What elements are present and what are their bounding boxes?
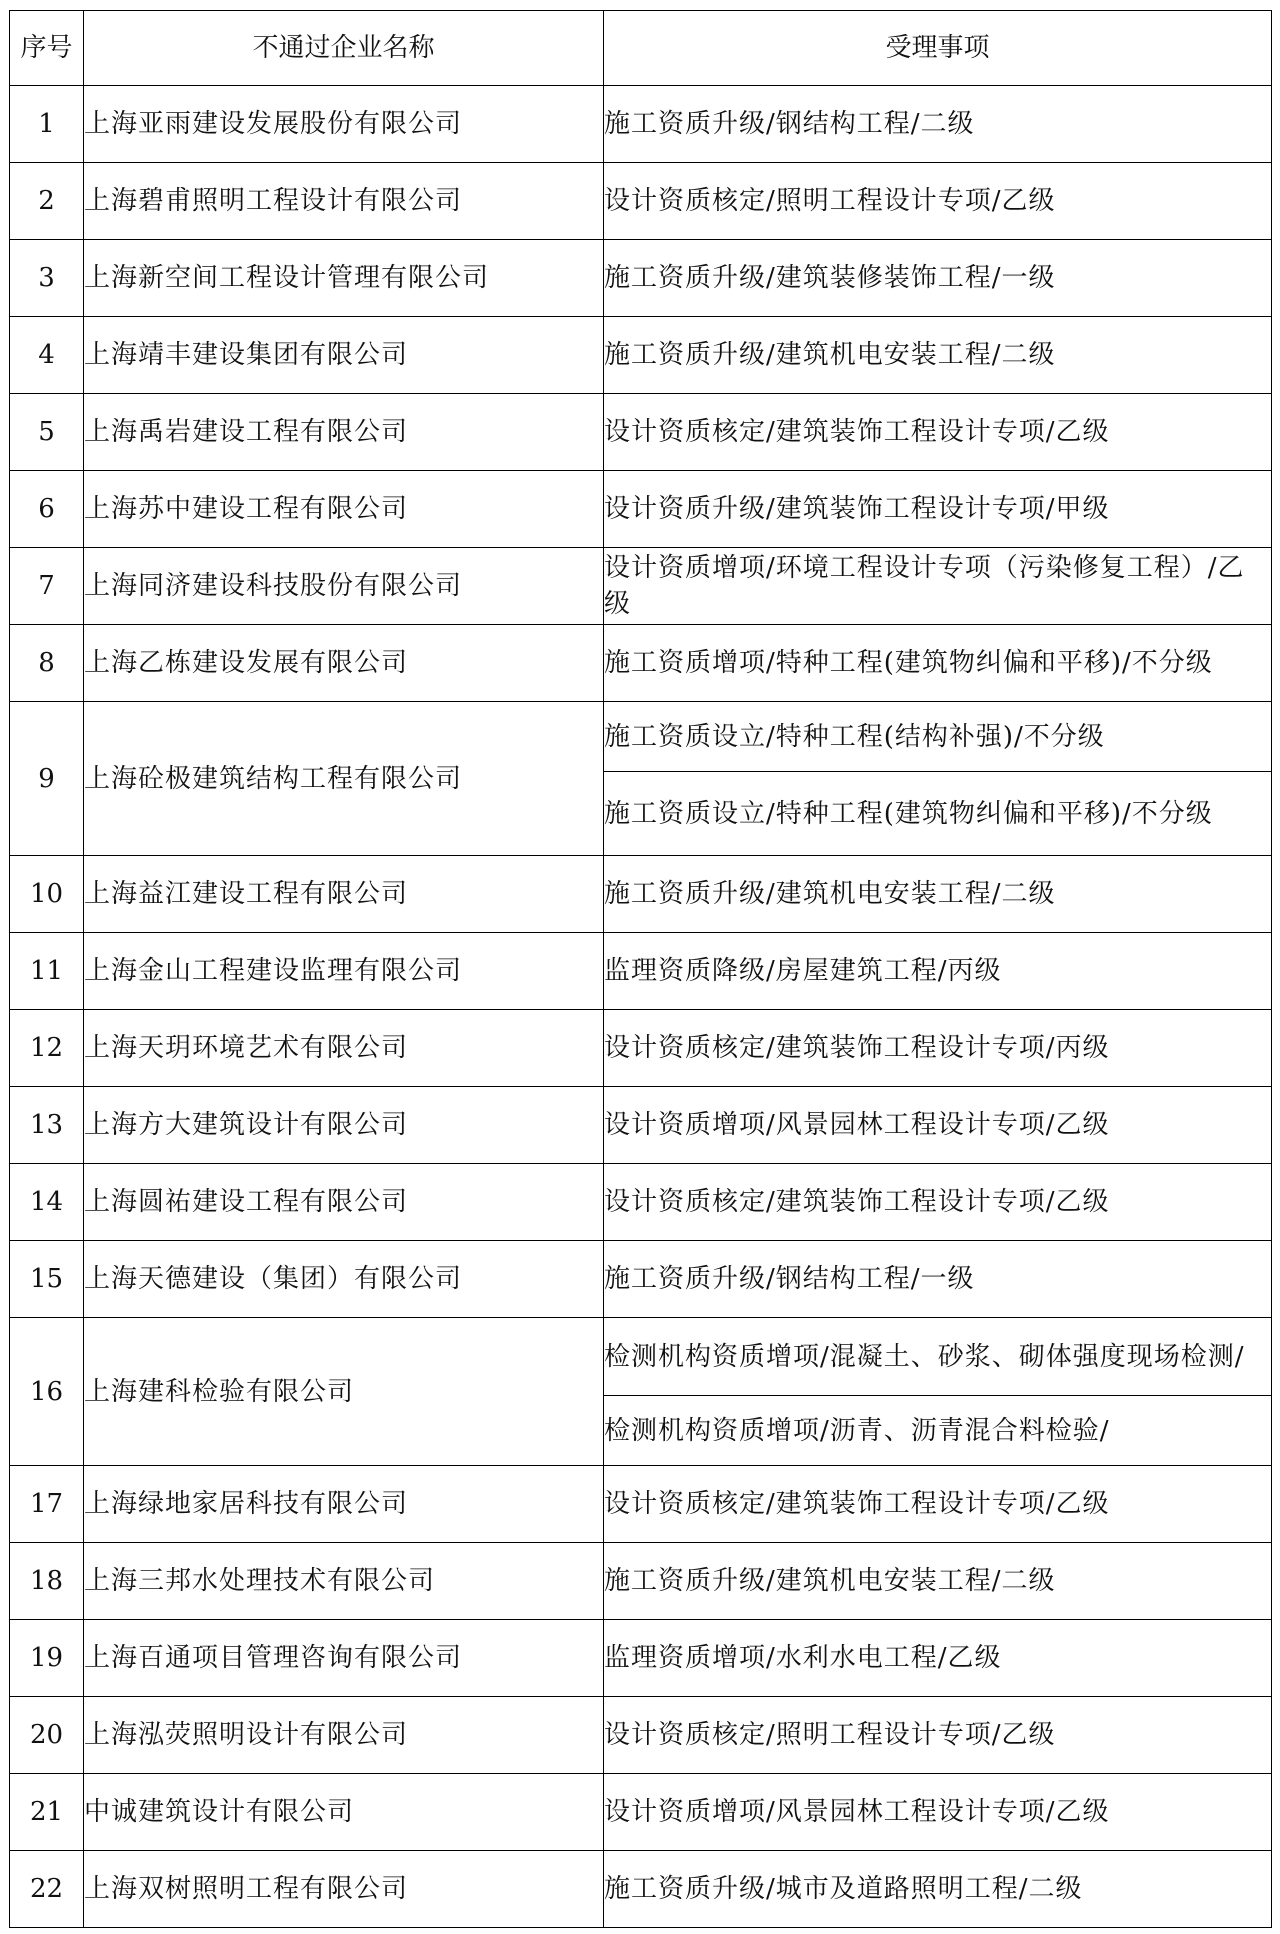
row-seq: 1	[10, 86, 84, 163]
row-application-item: 设计资质增项/风景园林工程设计专项/乙级	[604, 1774, 1272, 1851]
row-company-name: 上海圆祐建设工程有限公司	[84, 1164, 604, 1241]
row-application-item: 施工资质升级/建筑机电安装工程/二级	[604, 317, 1272, 394]
row-company-name: 上海碧甫照明工程设计有限公司	[84, 163, 604, 240]
table-row	[10, 1851, 1272, 1928]
row-application-item: 设计资质增项/风景园林工程设计专项/乙级	[604, 1087, 1272, 1164]
row-seq: 9	[10, 702, 84, 856]
row-company-name: 上海益江建设工程有限公司	[84, 856, 604, 933]
row-application-item: 施工资质升级/城市及道路照明工程/二级	[604, 1851, 1272, 1928]
row-application-item: 设计资质增项/环境工程设计专项（污染修复工程）/乙级	[604, 548, 1272, 625]
row-company-name: 上海百通项目管理咨询有限公司	[84, 1620, 604, 1697]
table-row	[10, 86, 1272, 163]
row-seq: 5	[10, 394, 84, 471]
row-company-name: 上海天德建设（集团）有限公司	[84, 1241, 604, 1318]
row-application-item: 施工资质升级/建筑机电安装工程/二级	[604, 1543, 1272, 1620]
row-application-item: 施工资质升级/建筑装修装饰工程/一级	[604, 240, 1272, 317]
row-application-item: 设计资质核定/建筑装饰工程设计专项/乙级	[604, 1466, 1272, 1543]
row-seq: 3	[10, 240, 84, 317]
table-row	[10, 1241, 1272, 1318]
table-row	[10, 394, 1272, 471]
row-application-item: 检测机构资质增项/沥青、沥青混合料检验/	[604, 1396, 1272, 1466]
row-company-name: 上海方大建筑设计有限公司	[84, 1087, 604, 1164]
row-company-name: 上海亚雨建设发展股份有限公司	[84, 86, 604, 163]
row-application-item: 设计资质升级/建筑装饰工程设计专项/甲级	[604, 471, 1272, 548]
header-seq: 序号	[10, 11, 84, 86]
table-row	[10, 1620, 1272, 1697]
row-seq: 11	[10, 933, 84, 1010]
row-application-item: 施工资质设立/特种工程(结构补强)/不分级	[604, 702, 1272, 772]
row-seq: 2	[10, 163, 84, 240]
row-company-name: 上海金山工程建设监理有限公司	[84, 933, 604, 1010]
row-company-name: 上海建科检验有限公司	[84, 1318, 604, 1466]
table-header-row	[10, 11, 1272, 86]
row-application-item: 设计资质核定/照明工程设计专项/乙级	[604, 1697, 1272, 1774]
row-company-name: 上海绿地家居科技有限公司	[84, 1466, 604, 1543]
table-row	[10, 1466, 1272, 1543]
row-seq: 22	[10, 1851, 84, 1928]
table-row	[10, 1697, 1272, 1774]
row-company-name: 上海靖丰建设集团有限公司	[84, 317, 604, 394]
row-company-name: 上海苏中建设工程有限公司	[84, 471, 604, 548]
row-seq: 17	[10, 1466, 84, 1543]
row-application-item: 设计资质核定/建筑装饰工程设计专项/乙级	[604, 1164, 1272, 1241]
row-company-name: 上海乙栋建设发展有限公司	[84, 625, 604, 702]
table-row	[10, 471, 1272, 548]
row-seq: 7	[10, 548, 84, 625]
row-application-item: 设计资质核定/照明工程设计专项/乙级	[604, 163, 1272, 240]
row-application-item: 施工资质升级/建筑机电安装工程/二级	[604, 856, 1272, 933]
row-seq: 4	[10, 317, 84, 394]
row-application-item: 施工资质设立/特种工程(建筑物纠偏和平移)/不分级	[604, 772, 1272, 856]
row-company-name: 上海新空间工程设计管理有限公司	[84, 240, 604, 317]
row-application-item: 设计资质核定/建筑装饰工程设计专项/丙级	[604, 1010, 1272, 1087]
row-seq: 13	[10, 1087, 84, 1164]
row-seq: 14	[10, 1164, 84, 1241]
table-row	[10, 933, 1272, 1010]
row-application-item: 施工资质升级/钢结构工程/二级	[604, 86, 1272, 163]
table-row	[10, 702, 1272, 772]
row-application-item: 施工资质增项/特种工程(建筑物纠偏和平移)/不分级	[604, 625, 1272, 702]
row-application-item: 检测机构资质增项/混凝土、砂浆、砌体强度现场检测/	[604, 1318, 1272, 1396]
table-row	[10, 1318, 1272, 1396]
row-application-item: 监理资质增项/水利水电工程/乙级	[604, 1620, 1272, 1697]
table-row	[10, 548, 1272, 625]
row-seq: 19	[10, 1620, 84, 1697]
row-application-item: 施工资质升级/钢结构工程/一级	[604, 1241, 1272, 1318]
row-seq: 15	[10, 1241, 84, 1318]
table-row	[10, 1543, 1272, 1620]
row-company-name: 上海天玥环境艺术有限公司	[84, 1010, 604, 1087]
row-company-name: 中诚建筑设计有限公司	[84, 1774, 604, 1851]
header-company-name: 不通过企业名称	[84, 11, 604, 86]
table-row	[10, 1164, 1272, 1241]
row-seq: 12	[10, 1010, 84, 1087]
row-seq: 18	[10, 1543, 84, 1620]
table-row	[10, 625, 1272, 702]
row-company-name: 上海砼极建筑结构工程有限公司	[84, 702, 604, 856]
failed-companies-table	[9, 10, 1272, 1928]
row-application-item: 设计资质核定/建筑装饰工程设计专项/乙级	[604, 394, 1272, 471]
row-seq: 8	[10, 625, 84, 702]
table-row	[10, 1087, 1272, 1164]
table-row	[10, 240, 1272, 317]
table-row	[10, 163, 1272, 240]
table-row	[10, 317, 1272, 394]
header-application-item: 受理事项	[604, 11, 1272, 86]
row-company-name: 上海泓荧照明设计有限公司	[84, 1697, 604, 1774]
table-row	[10, 1010, 1272, 1087]
row-seq: 20	[10, 1697, 84, 1774]
row-seq: 21	[10, 1774, 84, 1851]
table-row	[10, 856, 1272, 933]
row-seq: 10	[10, 856, 84, 933]
row-company-name: 上海双树照明工程有限公司	[84, 1851, 604, 1928]
row-application-item: 监理资质降级/房屋建筑工程/丙级	[604, 933, 1272, 1010]
table-row	[10, 1774, 1272, 1851]
row-company-name: 上海三邦水处理技术有限公司	[84, 1543, 604, 1620]
row-seq: 16	[10, 1318, 84, 1466]
row-seq: 6	[10, 471, 84, 548]
row-company-name: 上海同济建设科技股份有限公司	[84, 548, 604, 625]
row-company-name: 上海禹岩建设工程有限公司	[84, 394, 604, 471]
